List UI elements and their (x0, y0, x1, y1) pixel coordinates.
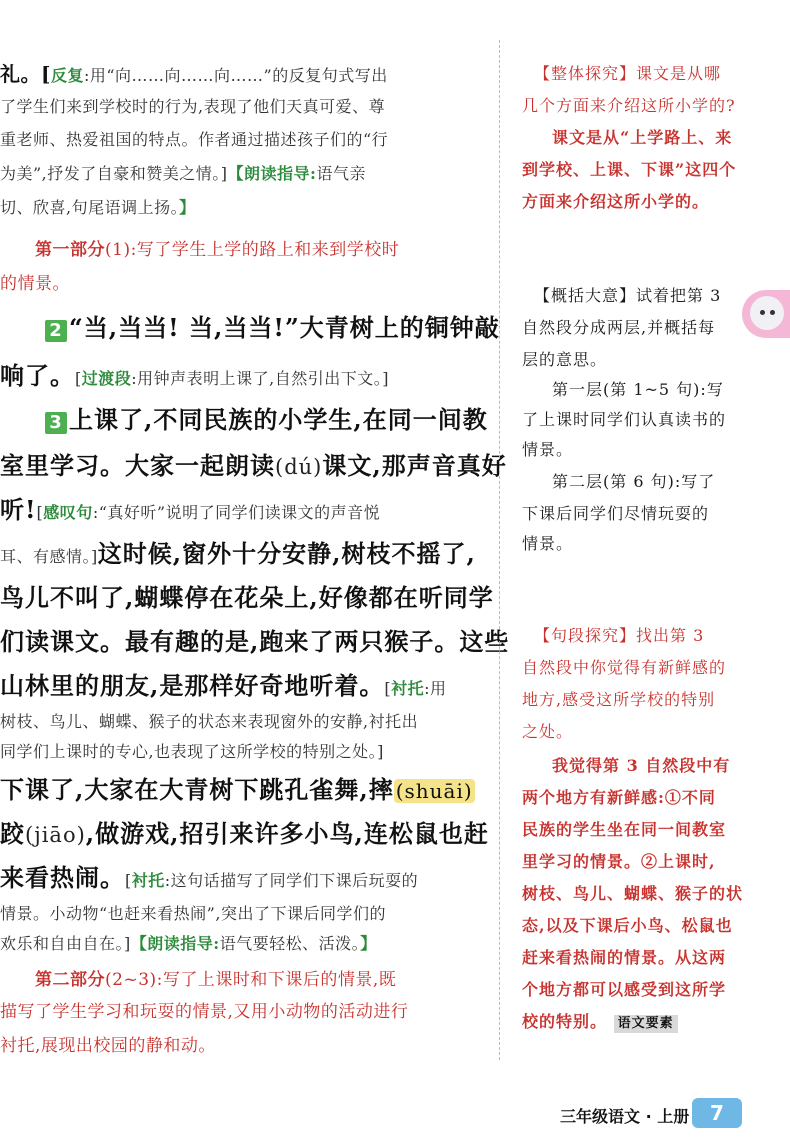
page-number: 7 (692, 1098, 742, 1128)
answer-text: 到学校、上课、下课”这四个 (522, 160, 737, 179)
paragraph-2-line: 响了。[过渡段:用钟声表明上课了,自然引出下文。] (0, 361, 389, 390)
paragraph-3-line: 鸟儿不叫了,蝴蝶停在花朵上,好像都在听同学 (0, 583, 494, 612)
part-summary: 描写了学生学习和玩耍的情景,又用小动物的活动进行 (0, 1002, 409, 1022)
answer-text: 课文是从“上学路上、来 (552, 128, 733, 147)
answer-text: 我觉得第 3 自然段中有 (552, 756, 731, 775)
question-title: 【句段探究】找出第 3 (534, 626, 705, 645)
question-text: 层的意思。 (522, 350, 608, 369)
mascot-eye (760, 310, 765, 315)
answer-text: 民族的学生坐在同一间教室 (522, 820, 727, 839)
annotation-line: 重老师、热爱祖国的特点。作者通过描述孩子们的“行 (0, 130, 389, 149)
question-text: 自然段分成两层,并概括每 (522, 318, 716, 337)
question-text: 自然段中你觉得有新鲜感的 (522, 658, 727, 677)
paragraph-3-line: 来看热闹。[衬托:这句话描写了同学们下课后玩耍的 (0, 863, 419, 892)
skill-badge: 语文要素 (614, 1015, 678, 1033)
sidebar-column (512, 0, 782, 1144)
answer-text: 里学习的情景。②上课时, (522, 852, 716, 871)
answer-text: 了上课时同学们认真读书的 (522, 410, 727, 429)
paragraph-3-line: 下课了,大家在大青树下跳孔雀舞,摔 (shuāi) (0, 775, 473, 804)
part-summary: 第一部分(1):写了学生上学的路上和来到学校时 (35, 240, 400, 260)
annotation-line: 树枝、鸟儿、蝴蝶、猴子的状态来表现窗外的安静,衬托出 (0, 712, 419, 731)
answer-text: 个地方都可以感受到这所学 (522, 980, 727, 999)
paragraph-3-line: 们读课文。最有趣的是,跑来了两只猴子。这些 (0, 627, 510, 656)
annotation-line: 欢乐和自由自在。]【朗读指导:语气要轻松、活泼。】 (0, 934, 377, 953)
question-title: 【概括大意】试着把第 3 (534, 286, 722, 305)
paragraph-3-line: 听![感叹句:“真好听”说明了同学们读课文的声音悦 (0, 495, 381, 524)
annotation-line: 同学们上课时的专心,也表现了这所学校的特别之处。] (0, 742, 384, 761)
paragraph-3-line: 室里学习。大家一起朗读(dú)课文,那声音真好 (0, 451, 507, 480)
part-summary: 的情景。 (0, 274, 70, 294)
answer-text: 情景。 (522, 534, 574, 553)
paragraph-3-line: 3 上课了,不同民族的小学生,在同一间教 (45, 402, 488, 438)
paragraph-3-line: 跤(jiāo),做游戏,招引来许多小鸟,连松鼠也赶 (0, 819, 489, 848)
paragraph-2-line: 2 “当,当当! 当,当当!”大青树上的铜钟敲 (45, 310, 500, 346)
part-summary: 衬托,展现出校园的静和动。 (0, 1036, 216, 1056)
paragraph-3-line: 山林里的朋友,是那样好奇地听着。[衬托:用 (0, 671, 447, 700)
annotation-line: 情景。小动物“也赶来看热闹”,突出了下课后同学们的 (0, 904, 386, 923)
answer-text: 第一层(第 1~5 句):写 (552, 380, 724, 399)
column-divider (499, 40, 500, 1060)
answer-text: 两个地方有新鲜感:①不同 (522, 788, 716, 807)
answer-text: 方面来介绍这所小学的。 (522, 192, 710, 211)
question-title: 【整体探究】课文是从哪 (534, 64, 722, 83)
paragraph-3-line: 耳、有感情。]这时候,窗外十分安静,树枝不摇了, (0, 539, 476, 568)
mouse-mascot-icon (742, 290, 790, 338)
annotation-line: 了学生们来到学校时的行为,表现了他们天真可爱、尊 (0, 97, 386, 116)
question-text: 几个方面来介绍这所小学的? (522, 96, 736, 115)
question-text: 地方,感受这所学校的特别 (522, 690, 716, 709)
answer-text: 赶来看热闹的情景。从这两 (522, 948, 727, 967)
part-summary: 第二部分(2~3):写了上课时和下课后的情景,既 (35, 970, 397, 990)
answer-text: 校的特别。 语文要素 (522, 1008, 678, 1036)
answer-text: 下课后同学们尽情玩耍的 (522, 504, 710, 523)
answer-text: 树枝、鸟儿、蝴蝶、猴子的状 (522, 884, 744, 903)
mascot-face (750, 296, 784, 330)
book-title: 三年级语文 · 上册 (560, 1107, 690, 1126)
answer-text: 第二层(第 6 句):写了 (552, 472, 716, 491)
answer-text: 态,以及下课后小鸟、松鼠也 (522, 916, 733, 935)
answer-text: 情景。 (522, 440, 574, 459)
question-text: 之处。 (522, 722, 574, 741)
paragraph-number: 2 (45, 320, 67, 342)
annotation-line: 礼。[反复:用“向……向……向……”的反复句式写出 (0, 62, 388, 86)
annotation-line: 为美”,抒发了自豪和赞美之情。]【朗读指导:语气亲 (0, 164, 366, 183)
paragraph-number: 3 (45, 412, 67, 434)
mascot-eye (770, 310, 775, 315)
annotation-line: 切、欣喜,句尾语调上扬。】 (0, 198, 196, 217)
